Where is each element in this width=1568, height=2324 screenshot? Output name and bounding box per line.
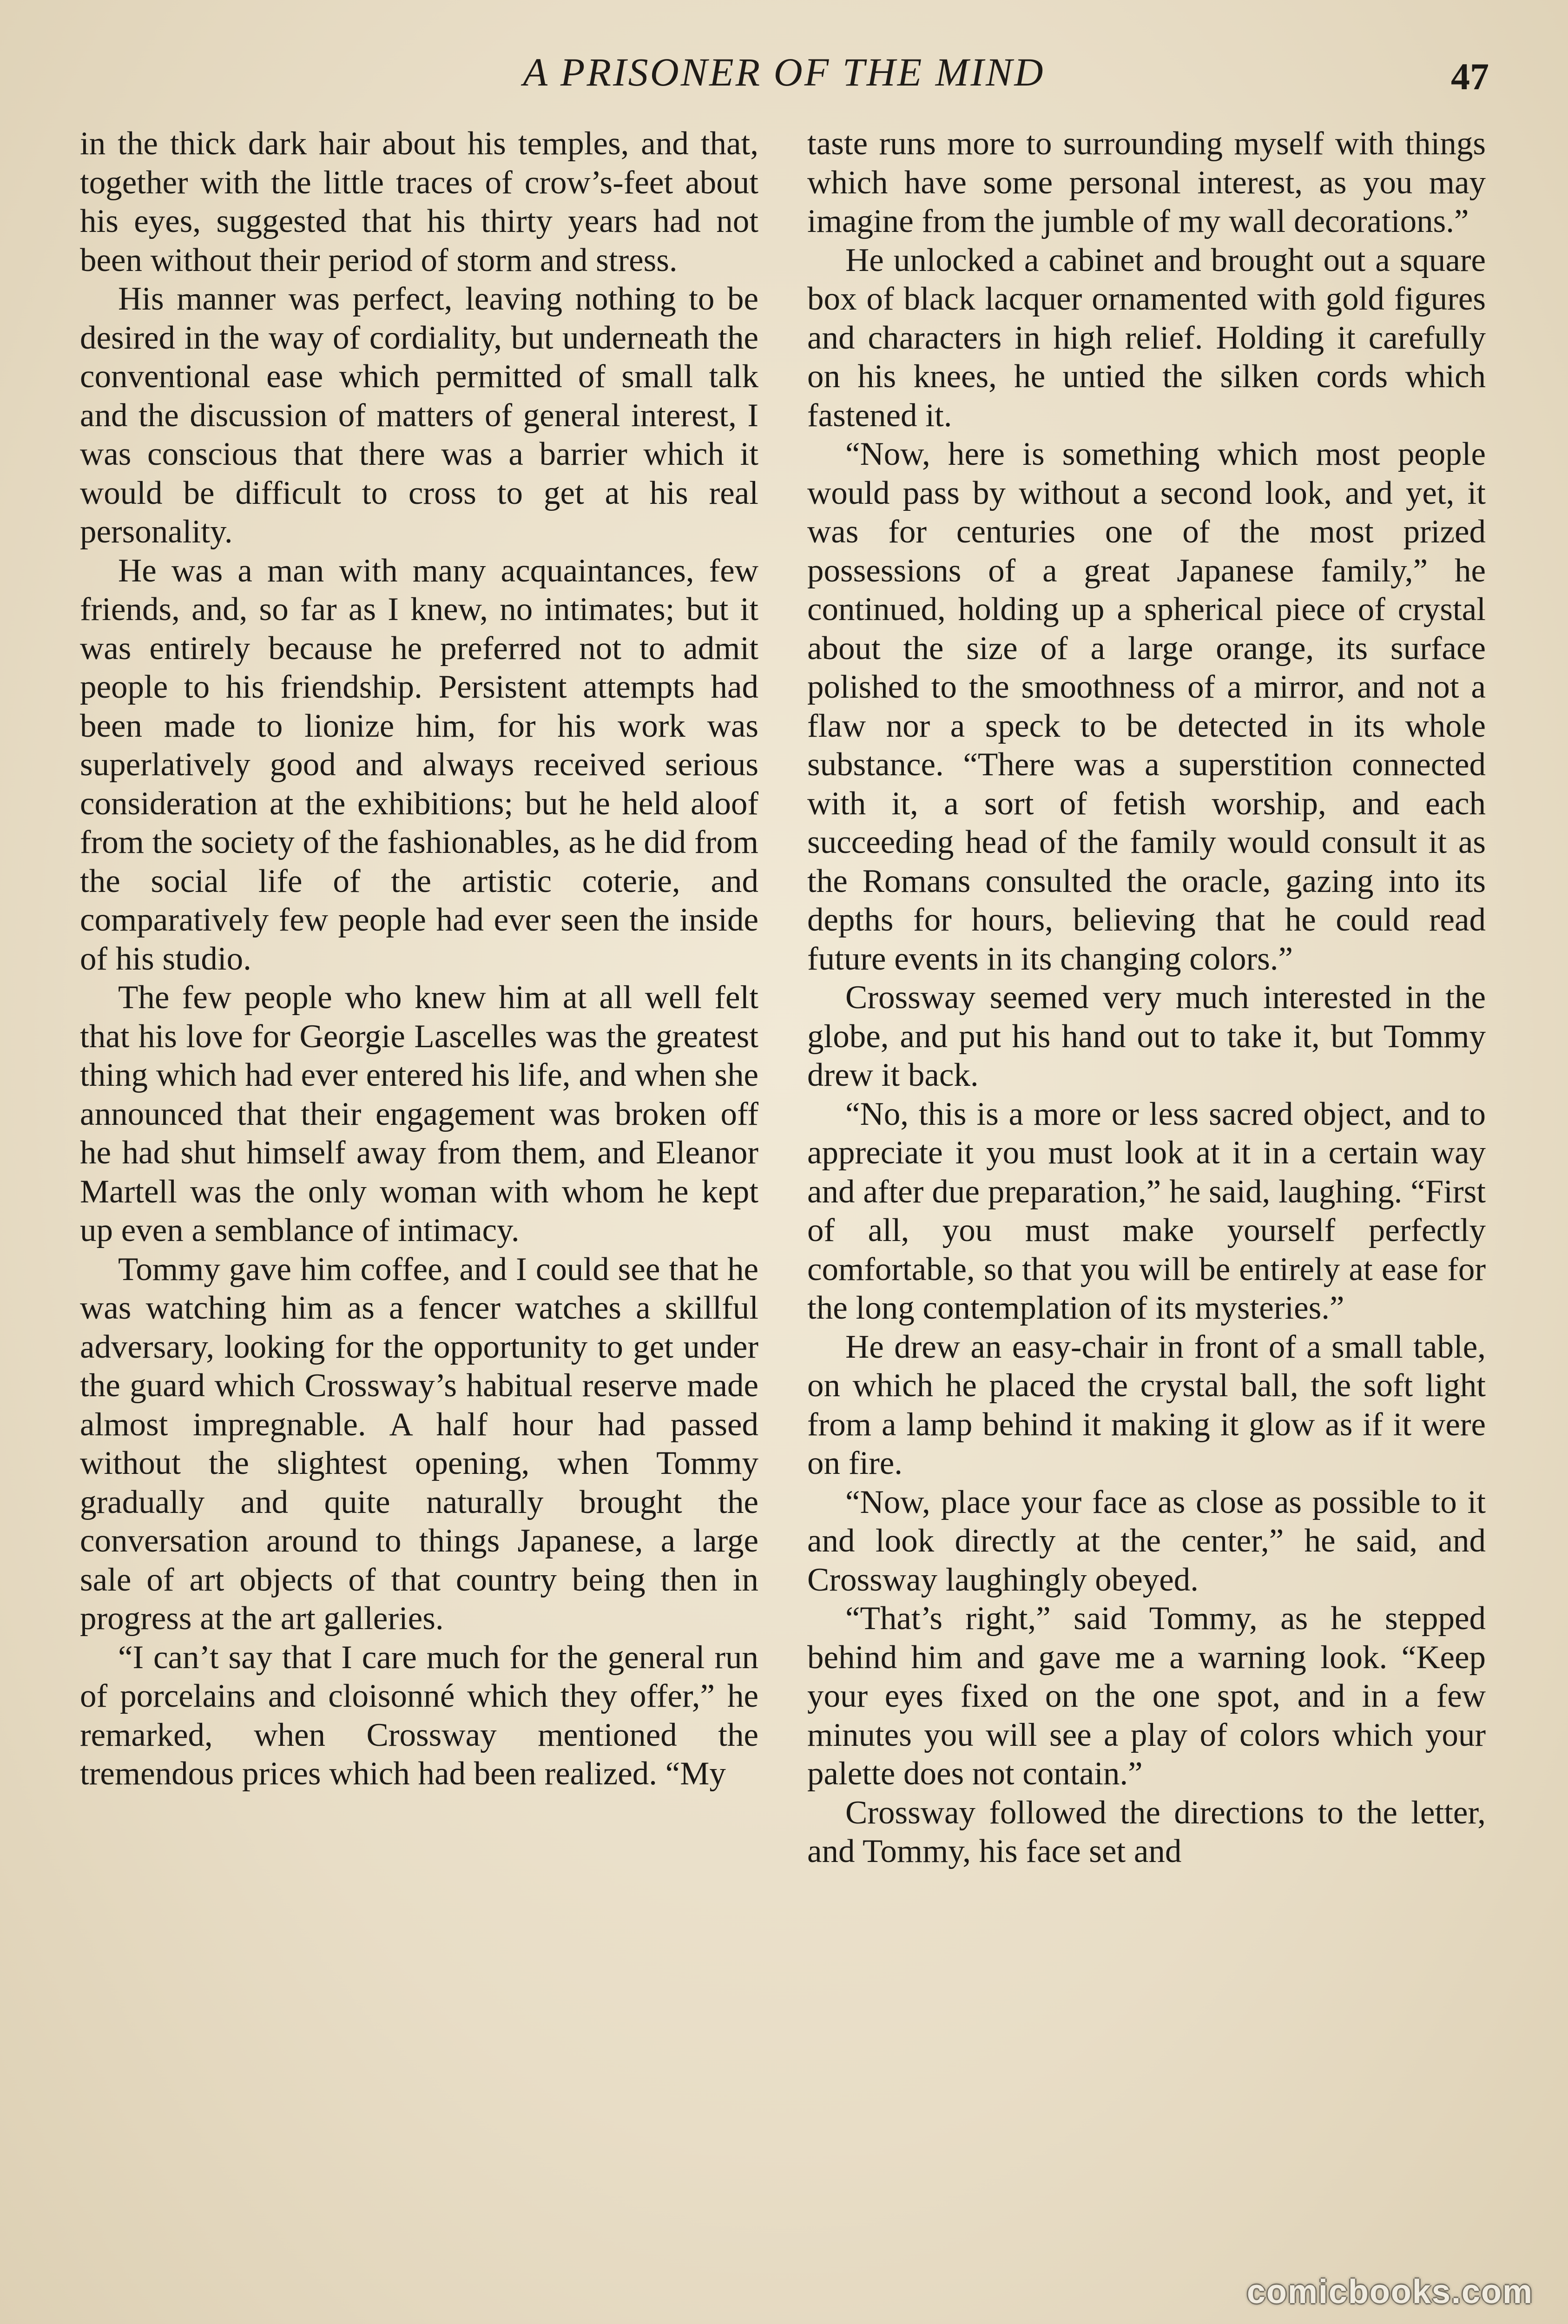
paragraph: Crossway followed the directions to the letter, and Tommy, his face set and xyxy=(807,1794,1486,1869)
paragraph: Crossway seemed very much interested in the globe, and put his hand out to take it, but Tommy drew it back. xyxy=(807,979,1486,1093)
paragraph: “Now, place your face as close as possible to it and look directly at the center,” he said, and Crossway laughingly obeyed. xyxy=(807,1484,1486,1598)
page-number: 47 xyxy=(1451,55,1489,98)
page-header xyxy=(0,44,1568,100)
paragraph: taste runs more to surrounding myself with things which have some personal interest, as you may imagine from the jumble of my wall decorations.” xyxy=(807,125,1486,239)
running-title: A PRISONER OF THE MIND xyxy=(523,50,1045,94)
paragraph: Tommy gave him coffee, and I could see that he was watching him as a fencer watches a skillful adversary, looking for the opportunity to get under the guard which Crossway’s habitual reserve made almost impregnable. A half hour had passed without the slightest opening, when Tommy gradually and quite naturally brought the conversation around to things Japanese, a large sale of art objects of that country being then in progress at the art galleries. xyxy=(80,1251,758,1637)
paragraph: His manner was perfect, leaving nothing to be desired in the way of cordiality, but underneath the conventional ease which permitted of small talk and the discussion of matters of general interest, I was conscious that there was a barrier which it would be difficult to cross to get at his real personality. xyxy=(80,281,758,550)
paragraph: “No, this is a more or less sacred object, and to appreciate it you must look at it in a certain way and after due preparation,” he said, laughing. “First of all, you must make yourself perfectly comfortable, so that you will be entirely at ease for the long contemplation of its mysteries.” xyxy=(807,1096,1486,1326)
paragraph: He was a man with many acquaintances, few friends, and, so far as I knew, no intimates; but it was entirely because he preferred not to admit people to his friendship. Persistent attempts had been made to lionize him, for his work was superlatively good and always received serious consideration at the exhibitions; but he held aloof from the society of the fashionables, as he did from the social life of the artistic coterie, and comparatively few people had ever seen the inside of his studio. xyxy=(80,552,758,977)
paragraph: He drew an easy-chair in front of a small table, on which he placed the crystal ball, the soft light from a lamp behind it making it glow as if it were on fire. xyxy=(807,1328,1486,1481)
site-watermark: comicbooks.com xyxy=(1246,2273,1533,2311)
paragraph: “That’s right,” said Tommy, as he stepped behind him and gave me a warning look. “Keep your eyes fixed on the one spot, and in a few minutes you will see a play of colors which your palette does not contain.” xyxy=(807,1600,1486,1792)
paragraph: The few people who knew him at all well felt that his love for Georgie Lascelles was the greatest thing which had ever entered his life, and when she announced that their engagement was broken off he had shut himself away from them, and Eleanor Martell was the only woman with whom he kept up even a semblance of intimacy. xyxy=(80,979,758,1248)
paragraph: He unlocked a cabinet and brought out a square box of black lacquer ornamented with gold figures and characters in high relief. Holding it carefully on his knees, he untied the silken cords which fastened it. xyxy=(807,242,1486,434)
paragraph: “Now, here is something which most people would pass by without a second look, and yet, it was for centuries one of the most prized possessions of a great Japanese family,” he continued, holding up a spherical piece of crystal about the size of a large orange, its surface polished to the smoothness of a mirror, and not a flaw nor a speck to be detected in its whole substance. “There was a superstition connected with it, a sort of fetish worship, and each succeeding head of the family would consult it as the Romans consulted the oracle, gazing into its depths for hours, believing that he could read future events in its changing colors.” xyxy=(807,436,1486,977)
paragraph: “I can’t say that I care much for the general run of porcelains and cloisonné which they offer,” he remarked, when Crossway mentioned the tremendous prices which had been realized. “My xyxy=(80,1639,758,1792)
right-text-column xyxy=(807,125,1486,2281)
paragraph: in the thick dark hair about his temples, and that, together with the little traces of crow’s-feet about his eyes, suggested that his thirty years had not been without their period of storm and stress. xyxy=(80,125,758,278)
left-text-column xyxy=(80,125,758,2281)
